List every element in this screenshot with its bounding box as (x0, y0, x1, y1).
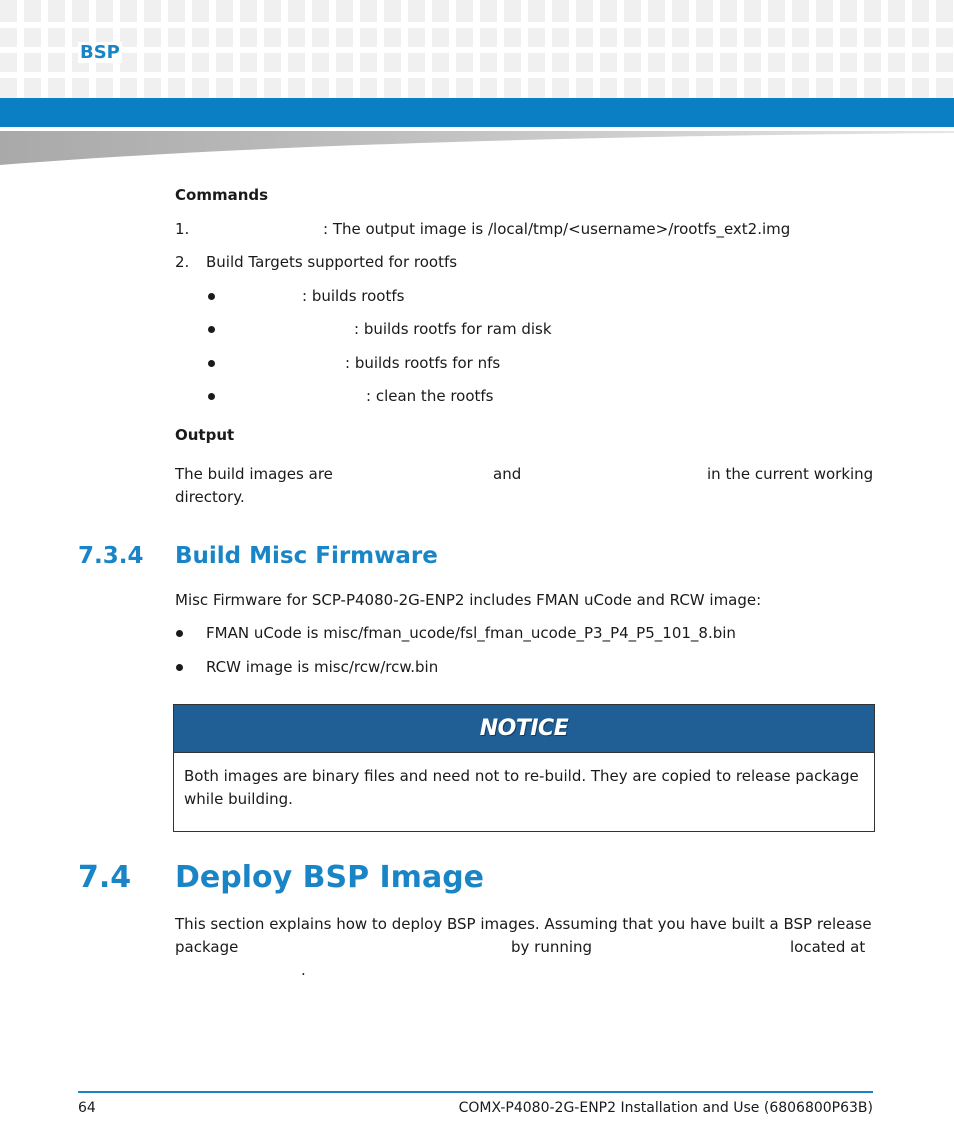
header-blue-band (0, 98, 954, 127)
deploy-text-line2-c: located at (790, 938, 866, 956)
build-target-item: : builds rootfs for ram disk (354, 320, 552, 338)
page-number: 64 (78, 1100, 96, 1116)
bullet-icon (208, 360, 215, 367)
section-title-build-misc-firmware: Build Misc Firmware (175, 543, 438, 569)
build-target-item: : builds rootfs for nfs (345, 354, 501, 372)
output-text-part3: in the current working (707, 465, 874, 483)
command-item-1-number: 1. (175, 220, 190, 238)
deploy-text-line2-a: package (175, 938, 239, 956)
deploy-text-line2-b: by running (511, 938, 593, 956)
bullet-icon (208, 326, 215, 333)
output-text-part1: The build images are (175, 465, 333, 483)
section-number-7-4: 7.4 (78, 860, 132, 895)
output-heading: Output (175, 426, 235, 444)
running-header-section: BSP (80, 42, 120, 63)
notice-body: Both images are binary files and need not to re-build. They are copied to release package while building. (184, 767, 859, 808)
section-number-7-3-4: 7.3.4 (78, 543, 144, 569)
commands-heading: Commands (175, 186, 269, 204)
misc-firmware-intro: Misc Firmware for SCP-P4080-2G-ENP2 includes FMAN uCode and RCW image: (175, 591, 762, 609)
bullet-icon (208, 293, 215, 300)
firmware-item: FMAN uCode is misc/fman_ucode/fsl_fman_ucode_P3_P4_P5_101_8.bin (206, 624, 736, 642)
header-tile-pattern (0, 0, 954, 98)
header-gray-swoosh (0, 131, 954, 165)
notice-header (174, 705, 874, 753)
bullet-icon (176, 630, 183, 637)
notice-title: NOTICE (479, 716, 569, 741)
document-title: COMX-P4080-2G-ENP2 Installation and Use (6806800P63B) (458, 1100, 873, 1116)
deploy-text-line1: This section explains how to deploy BSP images. Assuming that you have built a BSP release (175, 915, 872, 933)
footer-rule (78, 1091, 873, 1093)
section-title-deploy-bsp-image: Deploy BSP Image (175, 860, 485, 895)
notice-box (173, 704, 875, 832)
deploy-text-line3: . (301, 961, 306, 979)
build-target-item: : builds rootfs (302, 287, 405, 305)
command-item-2-number: 2. (175, 253, 190, 271)
firmware-item: RCW image is misc/rcw/rcw.bin (206, 658, 439, 676)
output-text-part2: and (493, 465, 522, 483)
bullet-icon (208, 393, 215, 400)
command-item-1-text: : The output image is /local/tmp/<username>/rootfs_ext2.img (323, 220, 791, 238)
build-target-item: : clean the rootfs (366, 387, 494, 405)
command-item-2-text: Build Targets supported for rootfs (206, 253, 458, 271)
output-text-part4: directory. (175, 488, 245, 506)
bullet-icon (176, 664, 183, 671)
